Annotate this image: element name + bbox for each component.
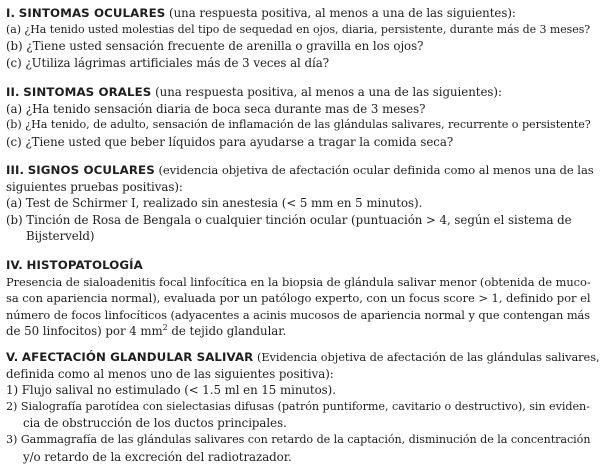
section-heading [6,5,594,22]
section-number: V. [6,350,19,364]
paragraph-line: número de focos linfocíticos (adyacentes a acinis mucosos de apariencia normal y que contengan más [6,307,591,322]
criterion-item: (a) ¿Ha tenido usted molestias del tipo de sequedad en ojos, diaria, persistente, durante más de 3 meses? [6,22,591,36]
section-description: (una respuesta positiva, al menos a una de las siguientes): [155,85,502,99]
section-number: IV. [6,258,23,272]
criterion-item: 2) Sialografía parotídea con sielectasias difusas (patrón puntiforme, cavitario o destructivo), sin eviden- [6,399,590,413]
superscript: 2 [162,323,168,333]
criterion-item: (c) ¿Tiene usted que beber líquidos para ayudarse a tragar la comida seca? [6,134,454,149]
criterion-item: (a) ¿Ha tenido sensación diaria de boca seca durante mas de 3 meses? [6,101,426,116]
paragraph-text: de tejido glandular. [167,324,287,339]
section-number: I. [6,6,16,20]
section-salivary-gland [6,349,600,465]
criterion-item: (a) Test de Schirmer I, realizado sin anestesia (< 5 mm en 5 minutos). [6,196,423,211]
criterion-item: (c) ¿Utiliza lágrimas artificiales más de 3 veces al día? [6,55,329,70]
section-title: SINTOMAS OCULARES [18,6,166,20]
paragraph-text: de 50 linfocitos) por 4 mm [6,324,163,339]
section-oral-symptoms [6,84,594,150]
section-histopathology [6,257,594,340]
section-title: AFECTACIÓN GLANDULAR SALIVAR [21,350,254,364]
section-heading [6,162,594,179]
section-title: SINTOMAS ORALES [23,85,152,99]
section-description-cont: siguientes pruebas positivas): [6,179,183,194]
section-number: II. [6,85,20,99]
criterion-item: 1) Flujo salival no estimulado (< 1.5 ml en 15 minutos). [6,383,336,398]
paragraph-line: sa con apariencia normal), evaluada por un patólogo experto, con un focus score > 1, definido por el [6,291,591,306]
section-description: (una respuesta positiva, al menos a una de las siguientes): [169,6,516,20]
criterion-item: (b) ¿Ha tenido, de adulto, sensación de inflamación de las glándulas salivares, recurrente o persistente? [6,118,591,132]
criterion-item-cont: cia de obstrucción de los ductos principales. [23,416,287,431]
criterion-item-cont: Bijsterveld) [26,229,95,244]
section-heading [6,349,600,366]
criterion-item: 3) Gammagrafía de las glándulas salivares con retardo de la captación, disminución de la concentración [6,432,591,446]
criterion-item: (b) Tinción de Rosa de Bengala o cualquier tinción ocular (puntuación > 4, según el sistema de [6,212,572,227]
paragraph-line [6,323,594,340]
section-title: HISTOPATOLOGÍA [26,258,143,272]
section-description: (evidencia objetiva de afectación ocular definida como al menos una de las [158,163,594,177]
section-ocular-symptoms [6,5,594,71]
section-heading [6,257,594,274]
section-number: III. [6,163,25,177]
section-heading [6,84,594,101]
section-title: SIGNOS OCULARES [27,163,155,177]
criterion-item-cont: y/o retardo de la excreción del radiotrazador. [23,449,292,464]
criterion-item: (b) ¿Tiene usted sensación frecuente de arenilla o gravilla en los ojos? [6,39,424,54]
section-description: (Evidencia objetiva de afectación de las glándulas salivares, [256,350,600,364]
section-description-cont: definida como al menos uno de las siguientes positiva): [6,366,334,381]
paragraph-line: Presencia de sialoadenitis focal linfocítica en la biopsia de glándula salivar menor (obtenida de muco- [6,274,591,289]
section-ocular-signs [6,162,594,245]
